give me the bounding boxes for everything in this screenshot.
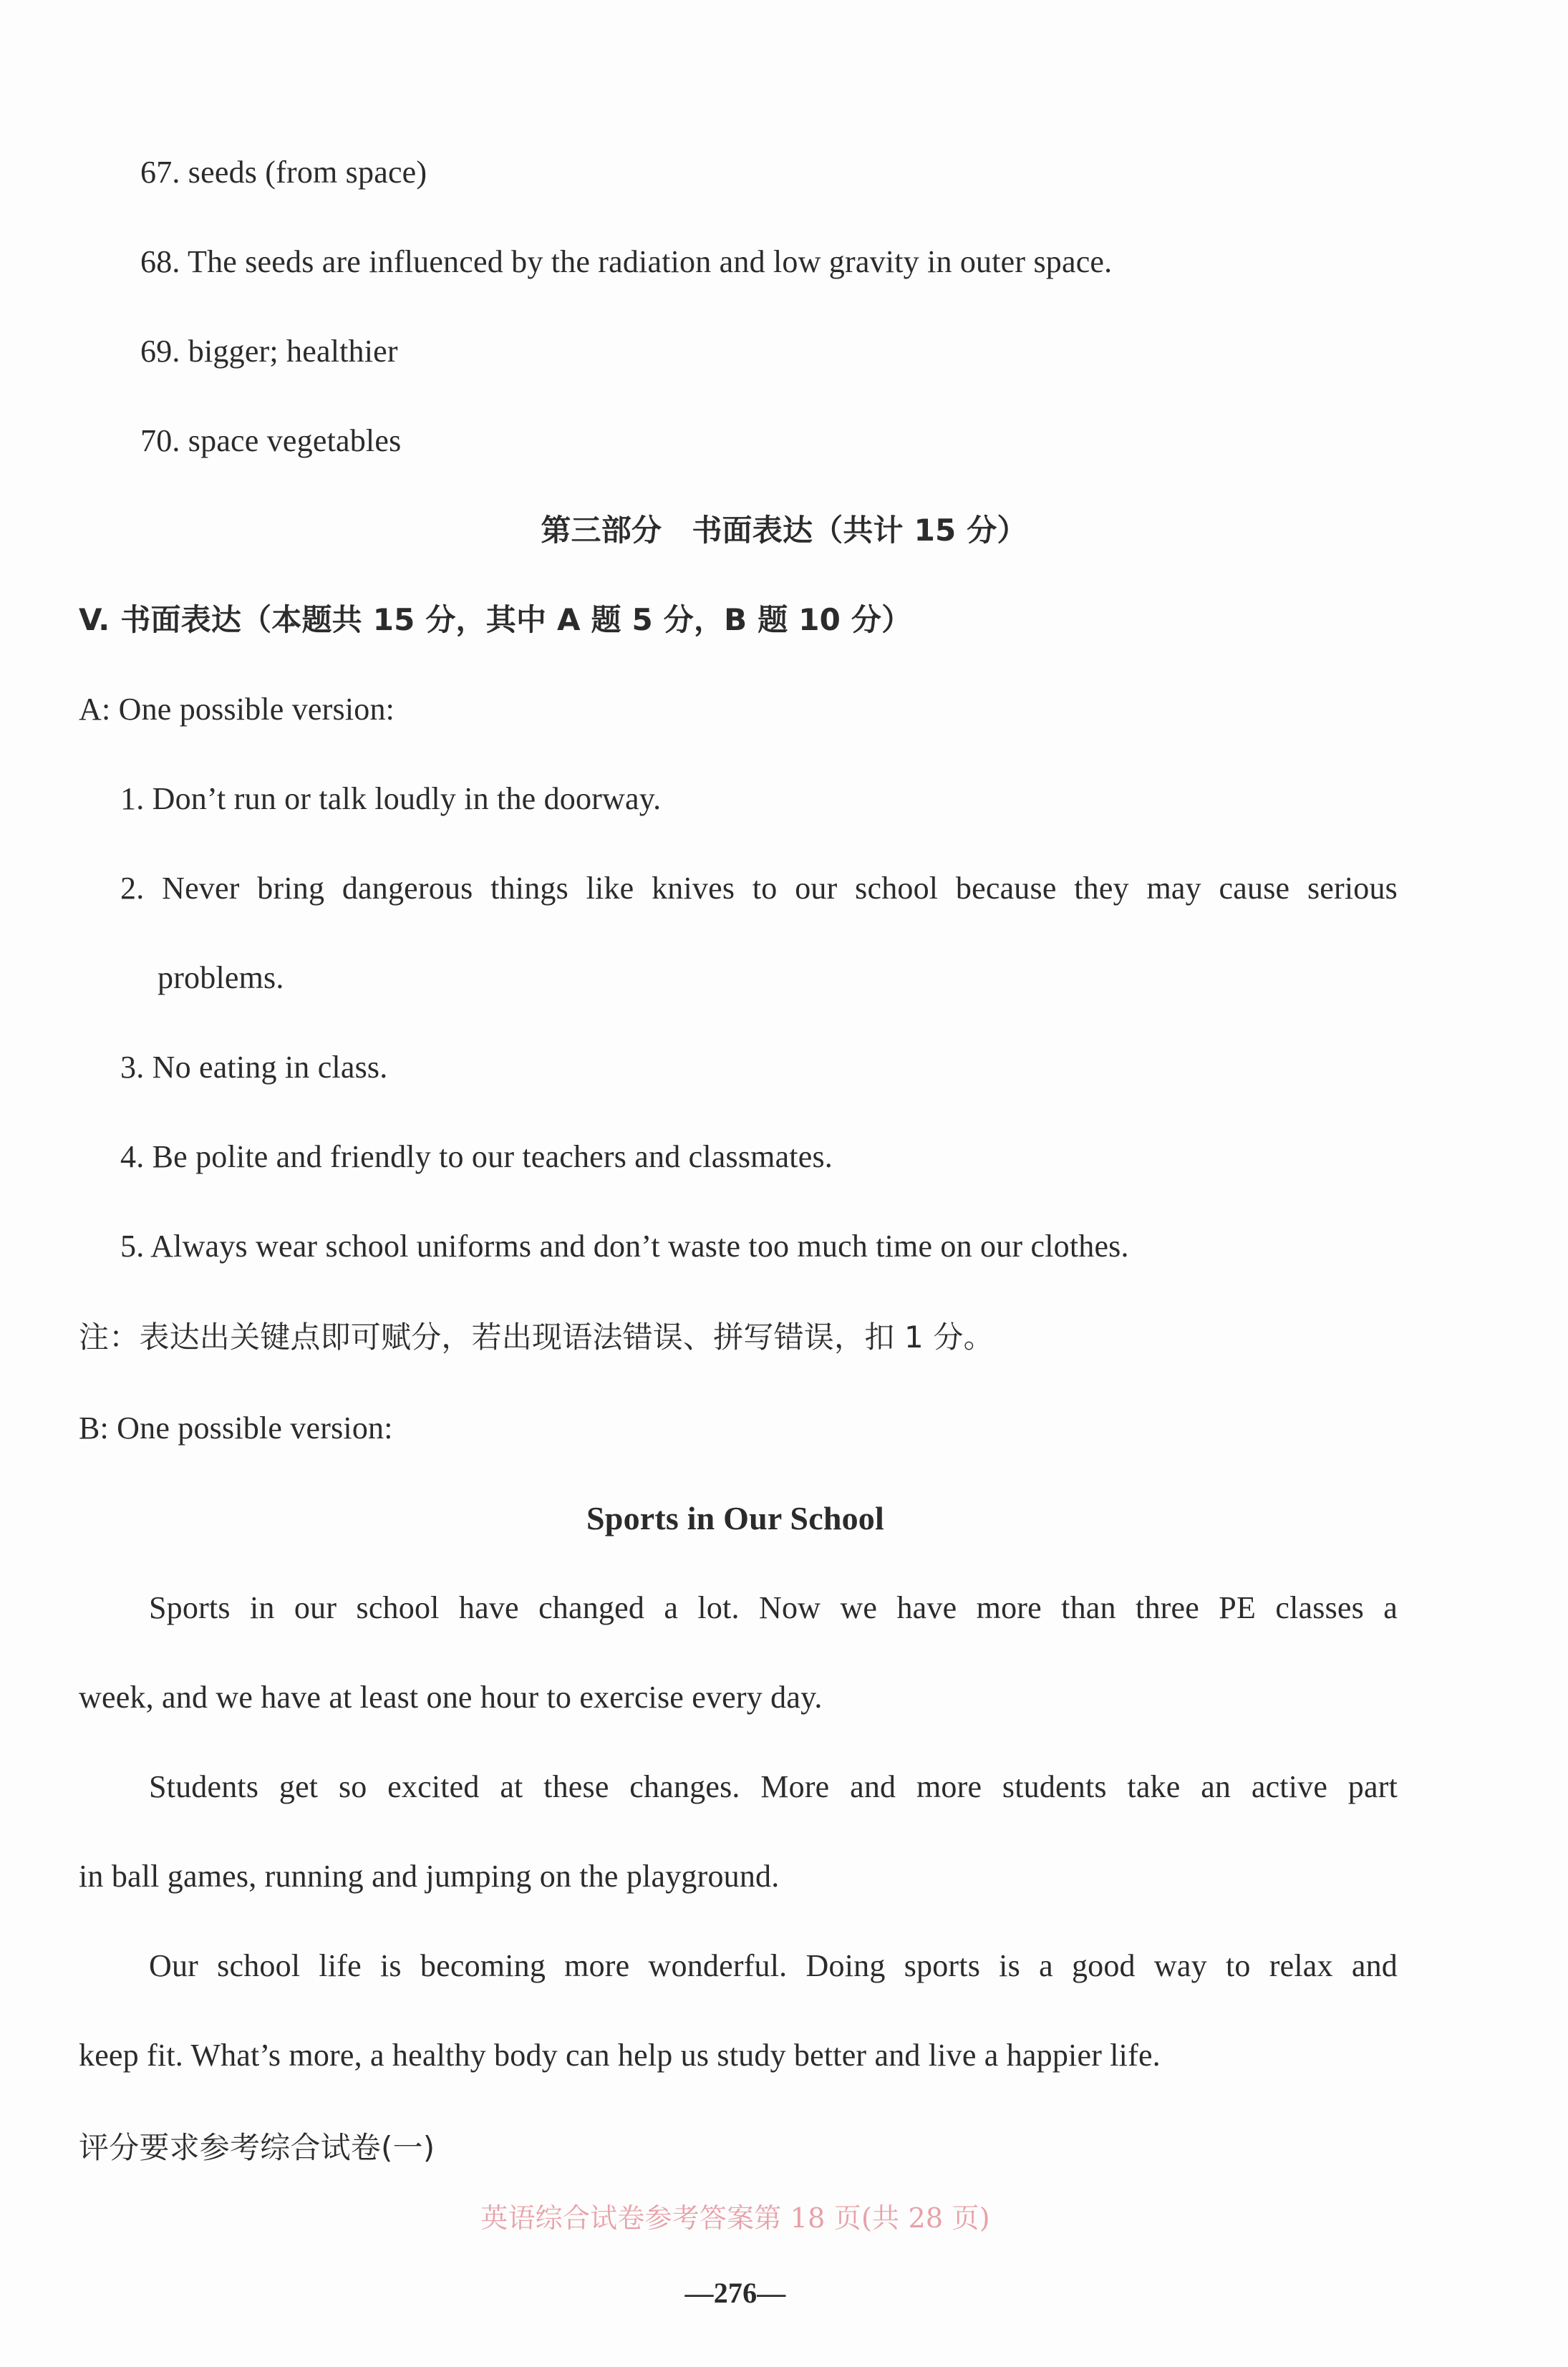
part-a-item-2: 2. Never bring dangerous things like knives to our school because they may cause serious [120, 871, 1398, 906]
essay-line-4: in ball games, running and jumping on the playground. [79, 1859, 780, 1894]
answer-70: 70. space vegetables [140, 423, 402, 458]
essay-line-2: week, and we have at least one hour to exercise every day. [79, 1680, 823, 1715]
part-a-item-2-cont: problems. [158, 960, 284, 995]
essay-line-6: keep fit. What’s more, a healthy body can help us study better and live a happier life. [79, 2038, 1161, 2073]
part-a-item-1: 1. Don’t run or talk loudly in the doorway. [120, 781, 662, 816]
essay-line-3: Students get so excited at these changes. More and more students take an active part [149, 1769, 1398, 1804]
part-a-item-5: 5. Always wear school uniforms and don’t waste too much time on our clothes. [120, 1229, 1129, 1264]
essay-line-5: Our school life is becoming more wonderful. Doing sports is a good way to relax and [149, 1948, 1398, 1983]
scoring-note: 注：表达出关键点即可赋分，若出现语法错误、拼写错误，扣 1 分。 [79, 1320, 994, 1355]
footer-page-info: 英语综合试卷参考答案第 18 页(共 28 页) [480, 2202, 990, 2234]
essay-line-1: Sports in our school have changed a lot. Now we have more than three PE classes a [149, 1590, 1398, 1625]
part-b-intro: B: One possible version: [79, 1410, 393, 1446]
section-heading: V. 书面表达（本题共 15 分，其中 A 题 5 分，B 题 10 分） [79, 602, 912, 637]
answer-67: 67. seeds (from space) [140, 155, 427, 190]
part-a-item-3: 3. No eating in class. [120, 1050, 388, 1085]
answer-68: 68. The seeds are influenced by the radiation and low gravity in outer space. [140, 244, 1113, 279]
essay-title: Sports in Our School [586, 1500, 884, 1536]
part-a-intro: A: One possible version: [79, 692, 395, 727]
answer-69: 69. bigger; healthier [140, 334, 398, 369]
part-title: 第三部分 书面表达（共计 15 分） [541, 513, 1027, 548]
footer-label: 评分要求参考综合试卷(一) [79, 2130, 435, 2165]
part-a-item-4: 4. Be polite and friendly to our teachers and classmates. [120, 1139, 833, 1174]
page-number: —276— [684, 2277, 786, 2309]
